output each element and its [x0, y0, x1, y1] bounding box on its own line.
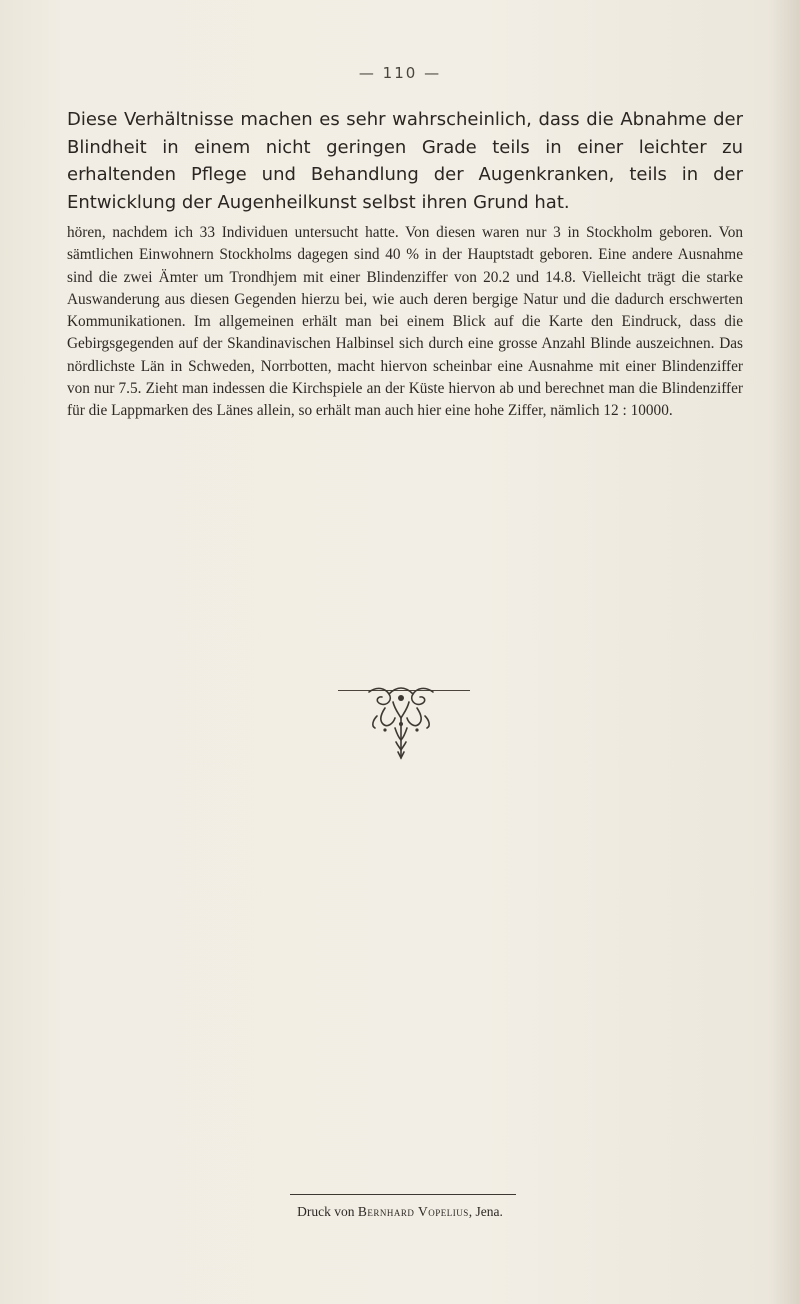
imprint-printer: Bernhard Vopelius — [357, 1204, 469, 1219]
page-number: — 110 — — [358, 64, 442, 82]
floral-tailpiece-icon — [363, 684, 439, 762]
body-paragraph-text: hören, nachdem ich 33 Individuen untersucht hatte. Von diesen waren nur 3 in Stockholm geboren. Von sämtlichen Einwohnern Stockholms dagegen sind 40 % in der Hauptstadt geboren. Eine andere Ausnahme sind die zwei Ämter um Trondhjem mit einer Blindenziffer von 20.2 und 14.8. Vielleicht trägt die starke Auswanderung aus diesen Gegenden hierzu bei, wie auch deren bergige Natur und die dadurch erschwerten Kommunikationen. Im allgemeinen erhält man bei einem Blick auf die Karte den Eindruck, dass die Gebirgsgegenden auf der Skandinavischen Halbinsel sich durch eine grosse Anzahl Blinde auszeichnen. Das nördlichste Län in Schweden, Norrbotten, macht hiervon scheinbar eine Ausnahme mit einer Blindenziffer von nur 7.5. Zieht man indessen die Kirchspiele an der Küste hiervon ab und berechnet man die Blindenziffer für die Lappmarken des Länes allein, so erhält man auch hier eine hohe Ziffer, nämlich 12 : 10000. — [67, 224, 743, 420]
body-paragraph — [67, 222, 743, 423]
imprint-suffix: , Jena. — [468, 1204, 503, 1219]
lead-paragraph-text: Diese Verhältnisse machen es sehr wahrscheinlich, dass die Abnahme der Blindheit in einem nicht geringen Grade teils in einer leichter zu erhaltenden Pflege und Behandlung der Augenkranken, teils in der Entwicklung der Augenheilkunst selbst ihren Grund hat. — [67, 109, 743, 213]
lead-paragraph — [67, 106, 743, 216]
printer-imprint — [0, 1204, 800, 1220]
imprint-prefix: Druck von — [297, 1204, 358, 1219]
imprint-rule — [290, 1194, 516, 1195]
